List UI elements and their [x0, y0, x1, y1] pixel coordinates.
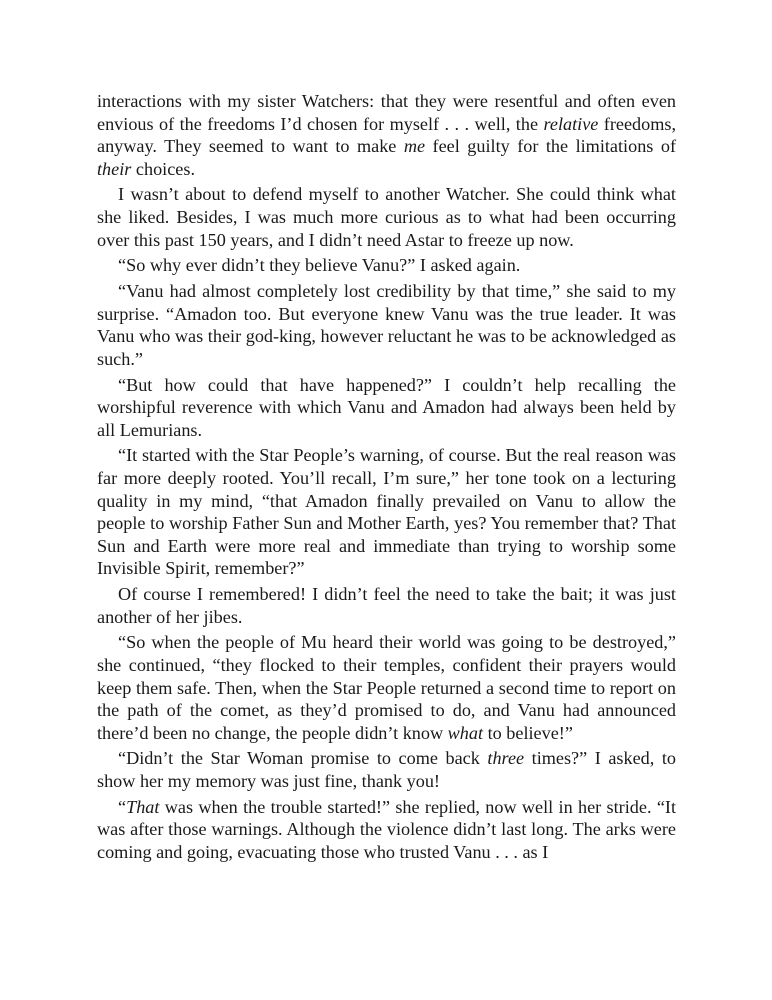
text-run: times?” I asked, to show her my memory was just fine, thank you! — [97, 748, 676, 791]
text-run: “So when the people of Mu heard their world was going to be destroyed,” she continued, “they flocked to their temples, confident their prayers would keep them safe. Then, when the Star People returned a second time to report on the path of the comet, as they’d promised to do, and Vanu had announced there’d been no change, the people didn’t know — [97, 632, 676, 743]
paragraph — [97, 280, 676, 370]
text-run: “Vanu had almost completely lost credibility by that time,” she said to my surprise. “Amadon too. But everyone knew Vanu was the true leader. It was Vanu who was their god-king, however reluctant he was to be acknowledged as such.” — [97, 281, 676, 369]
text-run: choices. — [131, 158, 195, 179]
text-run: feel guilty for the limitations of — [425, 136, 676, 157]
italic-text: me — [403, 136, 426, 157]
book-page — [97, 90, 676, 867]
paragraph — [97, 254, 676, 277]
text-run: freedoms, anyway. They seemed to want to make — [97, 113, 676, 157]
paragraph — [97, 631, 676, 744]
text-run: “Didn’t the Star Woman promise to come back — [118, 748, 488, 769]
text-run: to believe!” — [483, 722, 573, 743]
italic-text: That — [126, 796, 160, 817]
text-run: “But how could that have happened?” I couldn’t help recalling the worshipful reverence with which Vanu and Amadon had always been held by all Lemurians. — [97, 374, 676, 440]
text-run: interactions with my sister Watchers: that they were resentful and often even envious of the freedoms I’d chosen for myself . . . well, the — [97, 91, 676, 134]
text-run: “So why ever didn’t they believe Vanu?” I asked again. — [118, 255, 521, 276]
italic-text: relative — [543, 113, 599, 134]
italic-text: what — [447, 722, 484, 743]
italic-text: their — [97, 158, 132, 179]
paragraph — [97, 796, 676, 864]
paragraph — [97, 444, 676, 580]
paragraph — [97, 747, 676, 792]
text-run: Of course I remembered! I didn’t feel the need to take the bait; it was just another of her jibes. — [97, 584, 676, 627]
paragraph — [97, 183, 676, 251]
text-run: I wasn’t about to defend myself to another Watcher. She could think what she liked. Besides, I was much more curious as to what had been occurring over this past 150 years, and I didn’t need Astar to freeze up now. — [97, 184, 676, 250]
text-run: “ — [118, 796, 127, 817]
paragraph — [97, 374, 676, 442]
text-run: was when the trouble started!” she replied, now well in her stride. “It was after those warnings. Although the violence didn’t last long. The arks were coming and going, evacuating those who trusted Vanu . . . as I — [97, 796, 676, 862]
italic-text: three — [487, 748, 525, 769]
paragraph — [97, 583, 676, 628]
paragraph — [97, 90, 676, 180]
text-run: “It started with the Star People’s warning, of course. But the real reason was far more deeply rooted. You’ll recall, I’m sure,” her tone took on a lecturing quality in my mind, “that Amadon finally prevailed on Vanu to allow the people to worship Father Sun and Mother Earth, yes? You remember that? That Sun and Earth were more real and immediate than trying to worship some Invisible Spirit, remember?” — [97, 445, 676, 579]
